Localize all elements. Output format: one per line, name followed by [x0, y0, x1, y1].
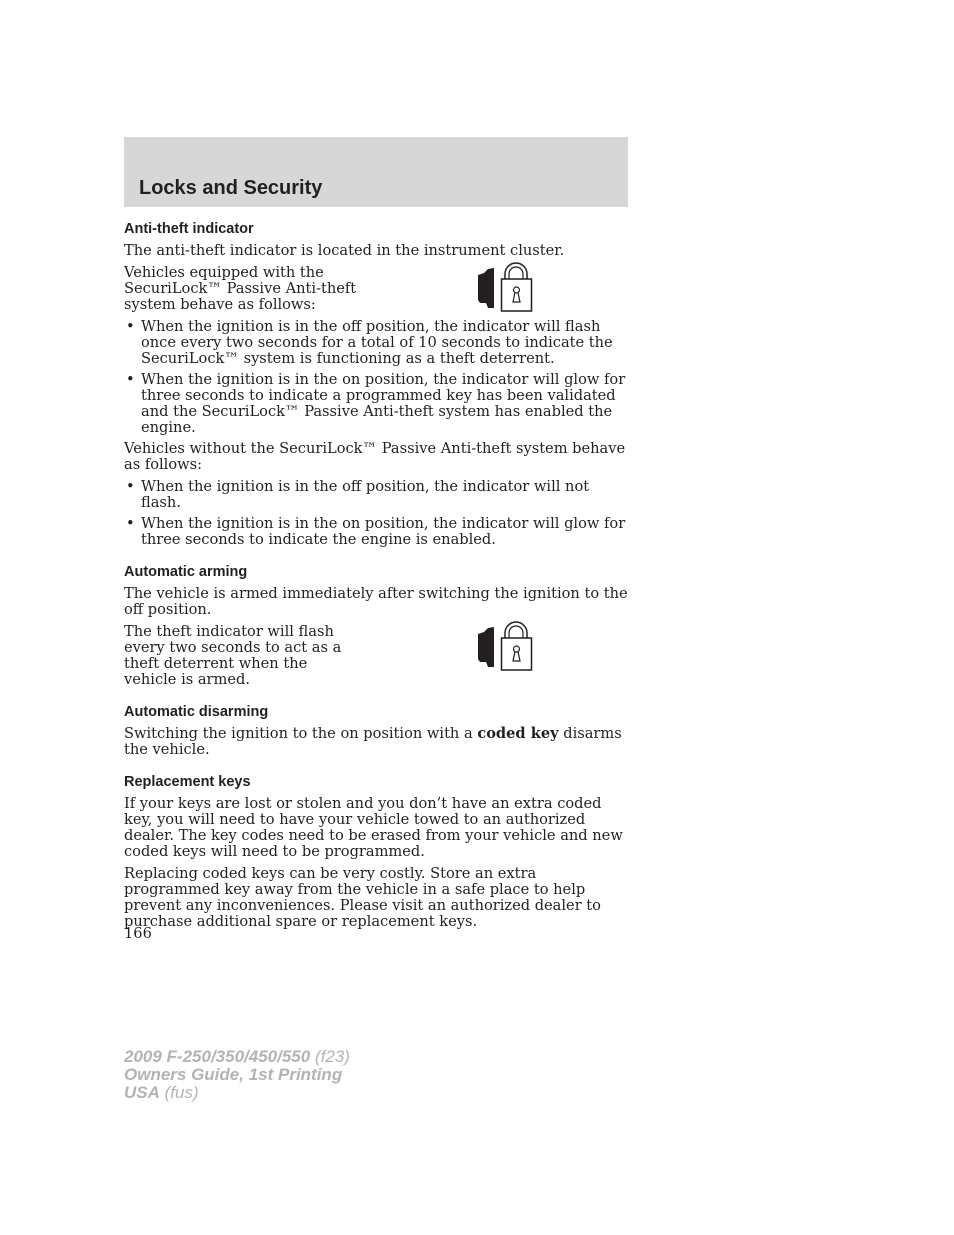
replacement-keys-heading: Replacement keys [124, 774, 251, 790]
list-item: • When the ignition is in the off position, the indicator will not flash. [126, 478, 590, 511]
automatic-arming-heading: Automatic arming [124, 564, 248, 580]
anti-theft-lock-icon [474, 261, 534, 313]
automatic-disarming-section [124, 703, 628, 758]
automatic-disarming-heading: Automatic disarming [124, 704, 269, 720]
replacement-keys-section [124, 773, 628, 930]
anti-theft-section [124, 220, 628, 548]
page-content [124, 220, 628, 936]
list-item: • When the ignition is in the off position, the indicator will flash once every two seconds for a total of 10 seconds to indicate the SecuriLock™ system is functioning as a theft deterrent. [126, 318, 613, 367]
coded-key-emphasis: coded key [477, 725, 559, 742]
without-lead: Vehicles without the SecuriLock™ Passive Anti-theft system behave as follows: [124, 440, 626, 473]
footer-line-3: USA (fus) [124, 1083, 199, 1102]
automatic-arming-para2: The theft indicator will flash every two seconds to act as a theft deterrent when the vehicle is armed. [124, 623, 342, 688]
anti-theft-intro: The anti-theft indicator is located in the instrument cluster. [124, 242, 565, 259]
list-item: • When the ignition is in the on position, the indicator will glow for three seconds to indicate a programmed key has been validated and the SecuriLock™ Passive Anti-theft system has enabled the engine. [126, 371, 626, 436]
page-number: 166 [124, 925, 152, 942]
anti-theft-heading: Anti-theft indicator [124, 221, 254, 237]
section-header-band [124, 137, 628, 207]
anti-theft-lock-icon [474, 620, 534, 672]
automatic-disarming-text: Switching the ignition to the on position with a coded key disarms the vehicle. [124, 725, 622, 758]
replacement-keys-para1: If your keys are lost or stolen and you don’t have an extra coded key, you will need to have your vehicle towed to an authorized dealer. The key codes need to be erased from your vehicle and new coded keys will need to be programmed. [124, 795, 623, 860]
replacement-keys-para2: Replacing coded keys can be very costly. Store an extra programmed key away from the vehicle in a safe place to help prevent any inconveniences. Please visit an authorized dealer to purchase additional spare or replacement keys. [124, 865, 601, 930]
footer-line-1: 2009 F-250/350/450/550 (f23) [124, 1047, 350, 1066]
equipped-bullet-list [124, 319, 628, 436]
anti-theft-figure-row [124, 265, 628, 313]
document-footer [124, 1048, 350, 1102]
automatic-arming-figure-row [124, 624, 628, 688]
automatic-arming-para1: The vehicle is armed immediately after switching the ignition to the off position. [124, 585, 628, 618]
footer-line-2: Owners Guide, 1st Printing [124, 1065, 343, 1084]
equipped-lead: Vehicles equipped with the SecuriLock™ Passive Anti-theft system behave as follows: [124, 264, 357, 313]
list-item: • When the ignition is in the on position, the indicator will glow for three seconds to indicate the engine is enabled. [126, 515, 626, 548]
without-bullet-list [124, 479, 628, 548]
automatic-arming-section [124, 563, 628, 688]
section-title: Locks and Security [139, 177, 323, 199]
